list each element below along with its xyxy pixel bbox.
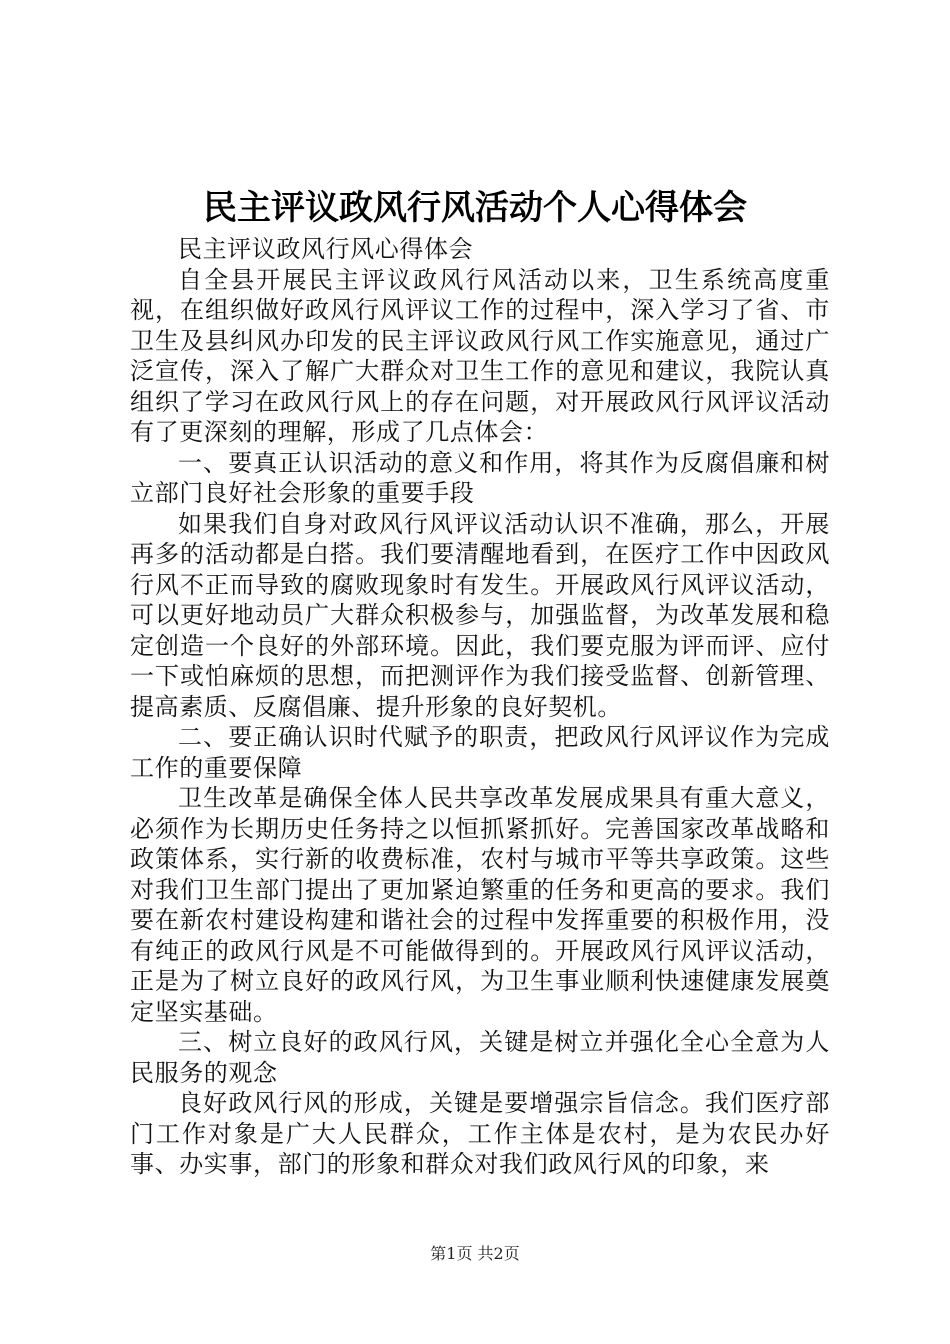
paragraph-heading-3: 三、树立良好的政风行风，关键是树立并强化全心全意为人民服务的观念 (130, 1028, 830, 1087)
document-body (130, 234, 830, 1180)
paragraph-body-3: 良好政风行风的形成，关键是要增强宗旨信念。我们医疗部门工作对象是广大人民群众，工作主体是农村，是为农民办好事、办实事，部门的形象和群众对我们政风行风的印象，来 (130, 1089, 830, 1178)
paragraph-body-2: 卫生改革是确保全体人民共享改革发展成果具有重大意义，必须作为长期历史任务持之以恒抓紧抓好。完善国家改革战略和政策体系，实行新的收费标准，农村与城市平等共享政策。这些对我们卫生部门提出了更加紧迫繁重的任务和更高的要求。我们要在新农村建设构建和谐社会的过程中发挥重要的积极作用，没有纯正的政风行风是不可能做得到的。开展政风行风评议活动，正是为了树立良好的政风行风，为卫生事业顺利快速健康发展奠定坚实基础。 (130, 784, 830, 1026)
paragraph-heading-1: 一、要真正认识活动的意义和作用，将其作为反腐倡廉和树立部门良好社会形象的重要手段 (130, 448, 830, 507)
paragraph-body-1: 如果我们自身对政风行风评议活动认识不准确，那么，开展再多的活动都是白搭。我们要清醒地看到，在医疗工作中因政风行风不正而导致的腐败现象时有发生。开展政风行风评议活动，可以更好地动员广大群众积极参与，加强监督，为改革发展和稳定创造一个良好的外部环境。因此，我们要克服为评而评、应付一下或怕麻烦的思想，而把测评作为我们接受监督、创新管理、提高素质、反腐倡廉、提升形象的良好契机。 (130, 509, 830, 721)
page-number-footer: 第1页 共2页 (430, 1244, 520, 1263)
paragraph-heading-2: 二、要正确认识时代赋予的职责，把政风行风评议作为完成工作的重要保障 (130, 723, 830, 782)
document-title: 民主评议政风行风活动个人心得体会 (203, 188, 747, 228)
paragraph-intro: 自全县开展民主评议政风行风活动以来，卫生系统高度重视，在组织做好政风行风评议工作的过程中，深入学习了省、市卫生及县纠风办印发的民主评议政风行风工作实施意见，通过广泛宣传，深入了解广大群众对卫生工作的意见和建议，我院认真组织了学习在政风行风上的存在问题，对开展政风行风评议活动有了更深刻的理解，形成了几点体会： (130, 265, 830, 446)
paragraph-subtitle: 民主评议政风行风心得体会 (178, 235, 474, 263)
